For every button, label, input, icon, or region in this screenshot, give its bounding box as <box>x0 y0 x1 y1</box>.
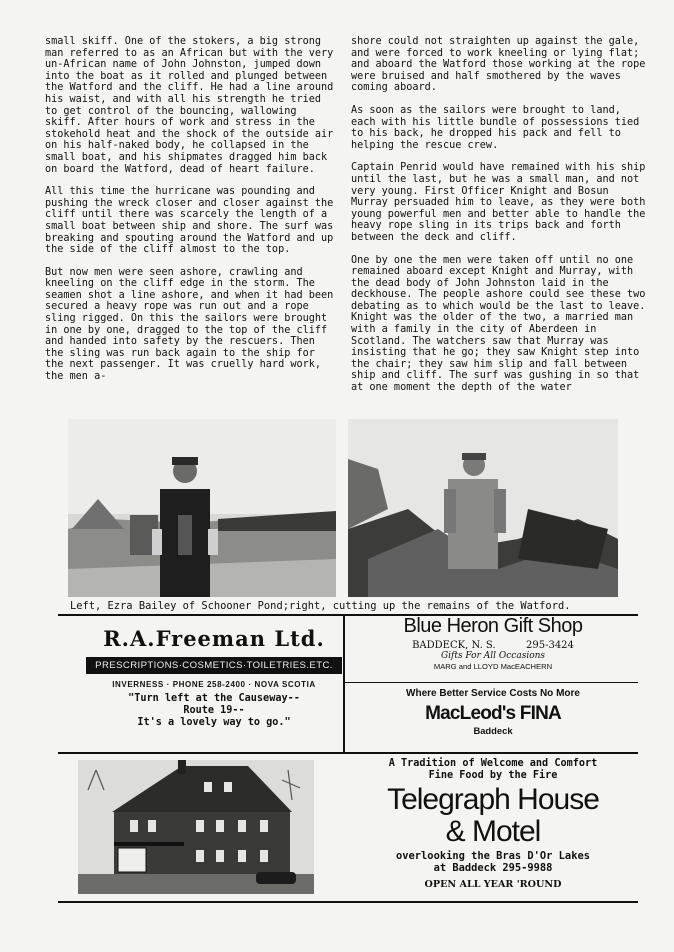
freeman-address: INVERNESS · PHONE 258-2400 · NOVA SCOTIA <box>112 680 316 689</box>
article-paragraph: All this time the hurricane was pounding and pushing the wreck closer and closer against the cliff until there was scarcely the length of a small boat between ship and shore. The surf was breaking and spouting around the Watford and up the side of the cliff almost to the top. <box>45 186 334 256</box>
blue-heron-location: BADDECK, N. S. <box>412 640 496 651</box>
ad-freeman <box>86 626 342 729</box>
freeman-slogan-line: Route 19-- <box>183 705 245 716</box>
telegraph-intro-line: Fine Food by the Fire <box>428 770 558 781</box>
article-right-column <box>351 36 649 405</box>
article-paragraph: One by one the men were taken off until no one remained aboard except Knight and Murray, with the dead body of John Johnston laid in the deckhouse. The people ashore could see these two debating as to which would be the last to leave. Knight was the older of the two, a married man with a family in the city of Aberdeen in Scotland. The watchers saw that Murray was insisting that he go; they saw Knight step into the chair; they saw him slip and fall between ship and cliff. The surf was gushing in so that at one moment the depth of the water <box>351 254 646 394</box>
photo-ezra-bailey-image <box>68 419 336 597</box>
ad-divider-right <box>345 682 638 683</box>
telegraph-house-drawing <box>78 760 314 894</box>
article-paragraph: shore could not straighten up against the gale, and were forced to work kneeling or lying flat; and aboard the Watford those working at the rope were bruised and half smothered by the waves coming aboard. <box>351 36 646 94</box>
photo-watford-remains <box>348 419 618 597</box>
article-left-column <box>45 36 338 394</box>
photo-ezra-bailey <box>68 419 336 597</box>
telegraph-name-line: Telegraph House <box>387 783 599 816</box>
blue-heron-phone: 295-3424 <box>525 640 574 651</box>
freeman-services: PRESCRIPTIONS·COSMETICS·TOILETRIES.ETC. <box>86 657 342 674</box>
freeman-slogan <box>86 693 342 729</box>
freeman-slogan-line: It's a lovely way to go." <box>137 717 291 728</box>
ad-blue-heron <box>348 614 638 671</box>
macleods-slogan: Where Better Service Costs No More <box>406 688 580 699</box>
macleods-name: MacLeod's FINA <box>425 703 561 724</box>
article-paragraph: As soon as the sailors were brought to land, each with his little bundle of possessions tied to his back, he dropped his pack and fell to helping the rescue crew. <box>351 104 640 151</box>
telegraph-detail-line: at Baddeck 295-9988 <box>433 862 553 874</box>
telegraph-detail-line: overlooking the Bras D'Or Lakes <box>396 850 590 862</box>
ad-divider-vertical <box>343 614 345 754</box>
blue-heron-owners: MARG and LLOYD MacEACHERN <box>433 662 553 671</box>
ad-macleods <box>348 688 638 736</box>
article-paragraph: small skiff. One of the stokers, a big strong man referred to as an African but with the very un-African name of John Johnston, jumped down into the boat as it rolled and plunged between the Watford and the cliff. He had a line around his waist, and with all his strength he tried to get control of the bouncing, wallowing skiff. After hours of work and stress in the stokehold heat and the shock of the outside air on his half-naked body, he collapsed in the small boat, and his shipmates dragged him back on board the Watford, dead of heart failure. <box>45 36 334 175</box>
telegraph-intro <box>348 758 638 782</box>
article-paragraph: Captain Penrid would have remained with his ship until the last, but he was a small man, and not very young. First Officer Knight and Bosun Murray persuaded him to leave, as they were both young powerful men and better able to handle the heavy rope sling in its trips back and forth between the deck and cliff. <box>351 162 646 243</box>
freeman-slogan-line: "Turn left at the Causeway-- <box>128 693 300 704</box>
telegraph-hours: OPEN ALL YEAR 'ROUND <box>424 879 562 890</box>
telegraph-house-illustration <box>78 760 314 894</box>
ad-divider-bottom <box>58 901 638 903</box>
freeman-name: R.A.Freeman Ltd. <box>103 626 325 651</box>
telegraph-name <box>348 784 638 848</box>
ad-divider-middle <box>58 752 638 754</box>
blue-heron-name: Blue Heron Gift Shop <box>403 615 583 637</box>
telegraph-details <box>348 850 638 891</box>
macleods-town: Baddeck <box>473 725 513 736</box>
photo-caption: Left, Ezra Bailey of Schooner Pond;right, cutting up the remains of the Watford. <box>70 600 571 612</box>
photo-watford-remains-image <box>348 419 618 597</box>
ad-telegraph-house <box>348 758 638 891</box>
telegraph-name-line: & Motel <box>445 815 541 848</box>
blue-heron-tagline: Gifts For All Occasions <box>440 651 546 661</box>
article-paragraph: But now men were seen ashore, crawling and kneeling on the cliff edge in the storm. The seamen shot a line ashore, and when it had been secured a heavy rope was run out and a rope sling rigged. On this the sailors were brought in one by one, dragged to the top of the cliff and handed into safety by the rescuers. Then the sling was run back again to the ship for the next passenger. It was cruelly hard work, the men a- <box>45 266 334 383</box>
telegraph-intro-line: A Tradition of Welcome and Comfort <box>388 758 598 769</box>
